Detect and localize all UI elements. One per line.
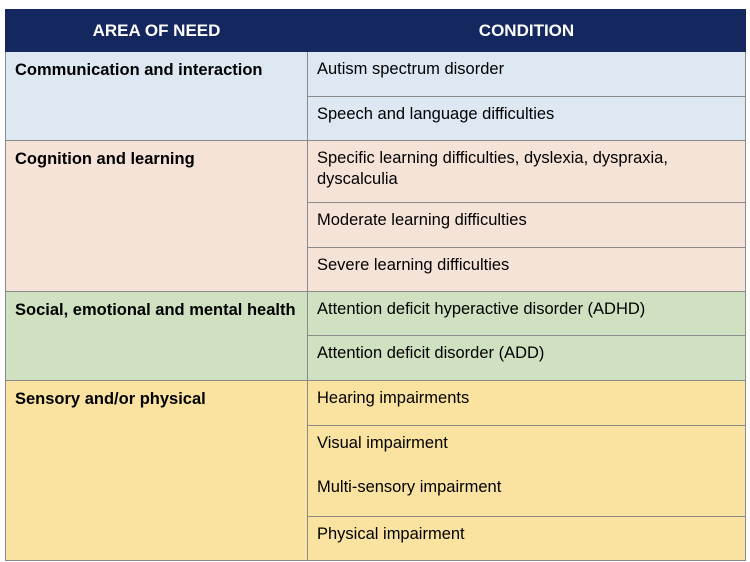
condition-cell: Attention deficit hyperactive disorder (ADHD): [308, 292, 746, 336]
table-row: [6, 381, 746, 426]
table-row: [6, 292, 746, 336]
condition-cell: Severe learning difficulties: [308, 248, 746, 292]
table-row: [6, 52, 746, 97]
condition-cell: Moderate learning difficulties: [308, 203, 746, 248]
condition-header: CONDITION: [308, 10, 746, 52]
condition-cell: Specific learning difficulties, dyslexia, dyspraxia, dyscalculia: [308, 141, 746, 203]
condition-cell: Speech and language difficulties: [308, 97, 746, 141]
condition-cell: Physical impairment: [308, 517, 746, 561]
area-of-need-header: AREA OF NEED: [6, 10, 308, 52]
area-cell-cognition: Cognition and learning: [6, 141, 308, 292]
condition-text: Visual impairment: [317, 434, 448, 452]
area-cell-sensory: Sensory and/or physical: [6, 381, 308, 561]
area-cell-communication: Communication and interaction: [6, 52, 308, 141]
condition-text: Multi-sensory impairment: [317, 478, 502, 496]
areas-of-need-table: [5, 9, 746, 561]
table-row: [6, 141, 746, 203]
header-row: [6, 10, 746, 52]
condition-cell: Hearing impairments: [308, 381, 746, 426]
area-cell-social: Social, emotional and mental health: [6, 292, 308, 381]
condition-cell: Attention deficit disorder (ADD): [308, 336, 746, 381]
condition-cell: Autism spectrum disorder: [308, 52, 746, 97]
condition-cell-pair: [308, 426, 746, 517]
